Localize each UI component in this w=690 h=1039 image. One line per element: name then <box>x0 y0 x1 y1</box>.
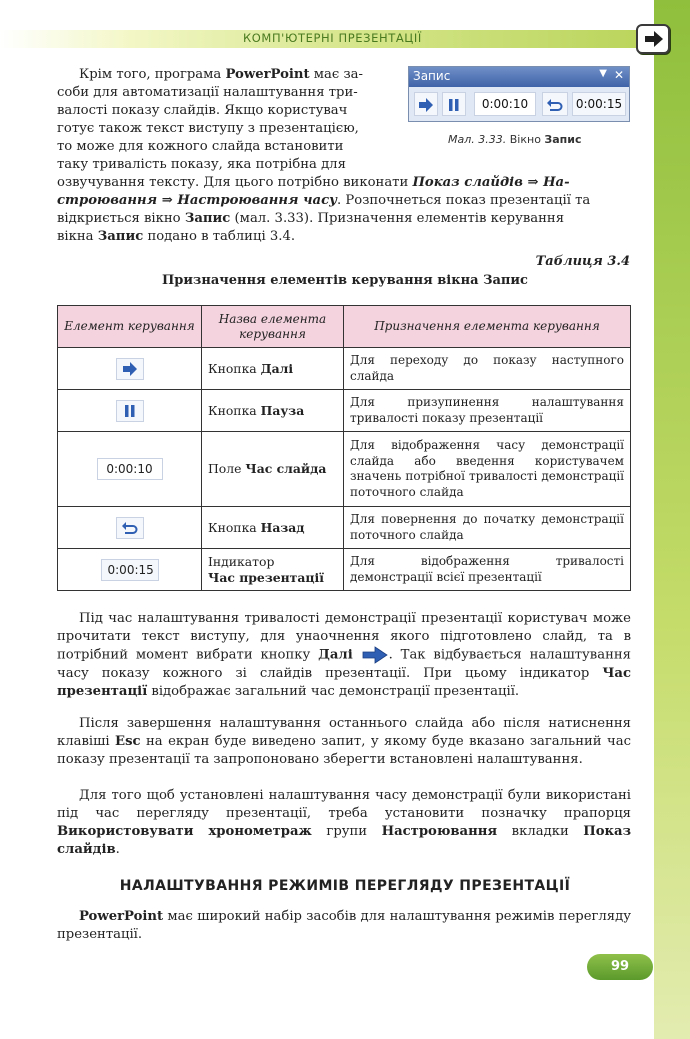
intro-line-4: готує також текст виступу з презентацією, <box>57 121 359 136</box>
dropdown-icon[interactable]: ▼ <box>599 68 607 79</box>
table-row: Кнопка Далі Для переходу до показу наступного слайда <box>58 348 631 390</box>
running-header <box>0 30 654 48</box>
section-heading: НАЛАШТУВАННЯ РЕЖИМІВ ПЕРЕГЛЯДУ ПРЕЗЕНТАЦІЇ <box>119 878 571 894</box>
record-window-title: Запис <box>413 69 451 83</box>
page-number: 99 <box>587 954 653 980</box>
next-button[interactable] <box>414 92 438 116</box>
intro-line-3: валості показу слайдів. Якщо користувач <box>57 103 348 118</box>
table-title: Призначення елементів керування вікна Запис <box>162 273 528 288</box>
record-window-titlebar <box>409 67 629 87</box>
header-name: Назва елемента керування <box>202 306 344 348</box>
table-row: Кнопка Пауза Для призупинення налаштування тривалості показу презентації <box>58 390 631 432</box>
body-paragraph-4: PowerPoint має широкий набір засобів для налаштування режимів перегляду презентації. <box>57 909 631 942</box>
next-icon <box>122 362 138 376</box>
table-header-row <box>58 306 631 348</box>
next-icon <box>418 98 434 112</box>
close-icon[interactable]: ✕ <box>613 68 624 82</box>
back-icon <box>121 521 139 535</box>
table-row: 0:00:15 Індикатор Час презентації Для відображення тривалості демонстрації всієї презентації <box>58 549 631 591</box>
table-row: 0:00:10 Поле Час слайда Для відображення часу демонстрації слайда або введення користувачем значень потрібної тривалості демонстрації поточного слайда <box>58 432 631 507</box>
header-title: КОМП'ЮТЕРНІ ПРЕЗЕНТАЦІЇ <box>243 31 422 45</box>
table-row: Кнопка Назад Для повернення до початку демонстрації поточного слайда <box>58 507 631 549</box>
intro-line-6: таку тривалість показу, яка потрібна для <box>57 157 346 172</box>
slide-time-field[interactable]: 0:00:10 <box>474 92 536 116</box>
right-arrow-icon <box>643 30 665 48</box>
intro-line-1: Крім того, програма PowerPoint має за- <box>79 67 363 82</box>
back-button[interactable] <box>542 92 568 116</box>
header-element: Елемент керування <box>58 306 202 348</box>
intro-paragraph <box>57 66 397 174</box>
controls-table <box>57 305 631 591</box>
record-window <box>408 66 630 122</box>
pause-icon <box>448 98 460 112</box>
figure-caption: Мал. 3.33. Вікно Запис <box>448 133 582 146</box>
presentation-time-indicator: 0:00:15 <box>572 92 626 116</box>
body-paragraph-3: Для того щоб установлені налаштування часу демонстрації були використані під час перегляду презентації, треба установити позначку прапорця Використовувати хронометраж групи Настроювання вкладки Показ слайдів. <box>57 788 631 857</box>
next-arrow-icon <box>361 646 389 664</box>
pause-button[interactable] <box>442 92 466 116</box>
next-page-button[interactable] <box>636 24 670 54</box>
back-icon <box>546 98 564 112</box>
intro-line-2: соби для автоматизації налаштування три- <box>57 85 358 100</box>
table-caption: Таблиця 3.4 <box>535 254 630 269</box>
body-paragraph-1: Під час налаштування тривалості демонстрації презентації користувач може прочитати текст виступу, для унаочнення якого підготовлено слайд, та в потрібний момент вибрати кнопку Далі . Так відбувається налаштування часу показу кожного зі слайдів презентації. При цьому індикатор Час презентації відображає загальний час демонстрації презентації. <box>57 611 631 699</box>
pause-icon <box>124 404 136 418</box>
body-paragraph-2: Після завершення налаштування останнього слайда або після натиснення клавіші Esc на екран буде виведено запит, у якому буде вказано загальний час показу презентації та запропоновано зберегти встановлені налаштування. <box>57 716 631 767</box>
intro-line-5: то може для кожного слайда встановити <box>57 139 344 154</box>
header-purpose: Призначення елемента керування <box>344 306 631 348</box>
intro-continuation: озвучування тексту. Для цього потрібно виконати Показ слайдів ⇒ На- строювання ⇒ Настроювання часу. Розпочнеться показ презентації та відкриється вікно Запис (мал. 3.33). Призначення елементів керування вікна Запис подано в таблиці 3.4. <box>57 175 591 244</box>
